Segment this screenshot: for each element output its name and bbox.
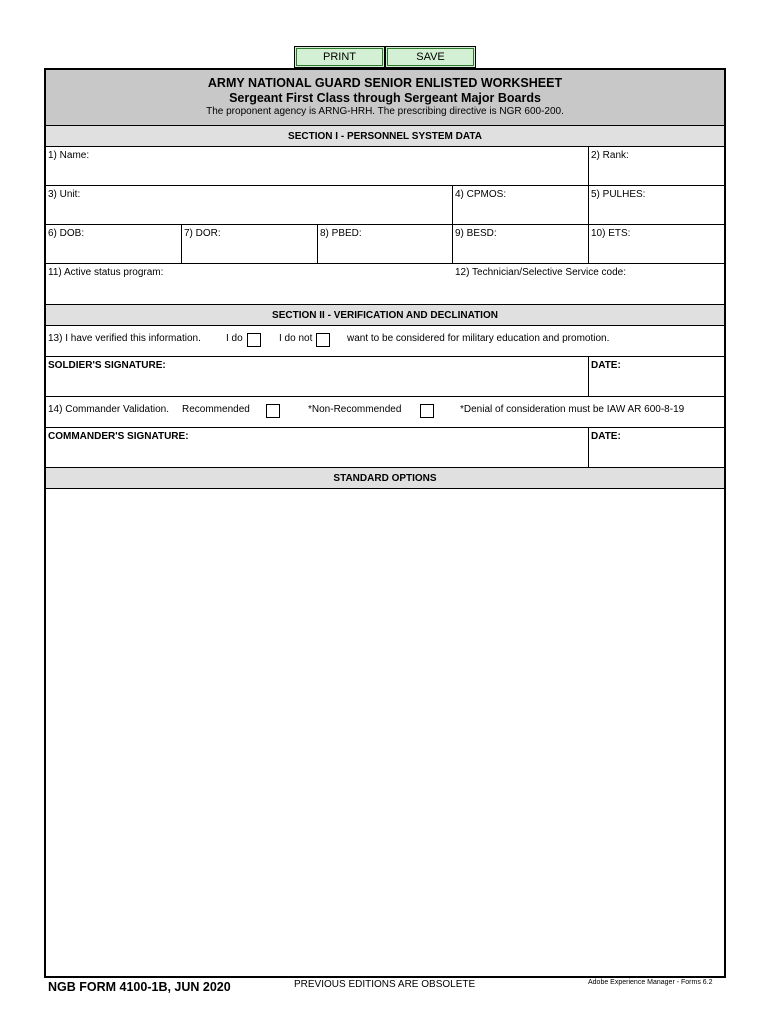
- verified-label: 13) I have verified this information.: [48, 333, 201, 344]
- dor-field[interactable]: [181, 225, 317, 263]
- soldier-signature-label: SOLDIER'S SIGNATURE:: [48, 360, 166, 371]
- non-recommended-label: *Non-Recommended: [308, 404, 402, 415]
- name-label: 1) Name:: [48, 150, 90, 161]
- recommended-label: Recommended: [182, 404, 250, 415]
- soldier-signature-field[interactable]: [46, 357, 588, 396]
- commander-signature-label: COMMANDER'S SIGNATURE:: [48, 431, 189, 442]
- form-id: NGB FORM 4100-1B, JUN 2020: [48, 980, 231, 994]
- soldier-date-label: DATE:: [591, 360, 621, 371]
- row-verification: [46, 326, 724, 357]
- unit-field[interactable]: [46, 186, 452, 224]
- print-button[interactable]: [294, 46, 385, 68]
- besd-field[interactable]: [452, 225, 588, 263]
- print-label: PRINT: [296, 48, 383, 66]
- commander-date-label: DATE:: [591, 431, 621, 442]
- pbed-field[interactable]: [317, 225, 452, 263]
- dob-field[interactable]: [46, 225, 181, 263]
- row-soldier-signature: [46, 357, 724, 397]
- denial-note: *Denial of consideration must be IAW AR 600-8-19: [460, 404, 685, 415]
- active-status-label: 11) Active status program:: [48, 267, 164, 278]
- standard-options-header: STANDARD OPTIONS: [46, 467, 724, 489]
- name-field[interactable]: [46, 147, 588, 185]
- rank-label: 2) Rank:: [591, 150, 629, 161]
- i-do-label: I do: [226, 333, 243, 344]
- worksheet-form: [44, 68, 726, 978]
- i-do-not-label: I do not: [279, 333, 313, 344]
- commander-signature-field[interactable]: [46, 428, 588, 467]
- save-button[interactable]: [385, 46, 476, 68]
- besd-label: 9) BESD:: [455, 228, 497, 239]
- row-dates: [46, 225, 724, 264]
- standard-options-area[interactable]: [46, 489, 724, 976]
- obsolete-notice: PREVIOUS EDITIONS ARE OBSOLETE: [294, 979, 476, 990]
- form-subtitle: Sergeant First Class through Sergeant Major Boards: [229, 91, 541, 105]
- cmd-validation-label: 14) Commander Validation.: [48, 404, 169, 415]
- software-notice: Adobe Experience Manager - Forms 6.2: [588, 979, 713, 986]
- cpmos-label: 4) CPMOS:: [455, 189, 507, 200]
- pulhes-field[interactable]: [588, 186, 724, 224]
- rank-field[interactable]: [588, 147, 724, 185]
- row-name-rank: [46, 147, 724, 186]
- ets-field[interactable]: [588, 225, 724, 263]
- row-status: [46, 264, 724, 303]
- ets-label: 10) ETS:: [591, 228, 631, 239]
- row-commander-signature: [46, 428, 724, 467]
- non-recommended-checkbox[interactable]: [420, 404, 434, 418]
- recommended-checkbox[interactable]: [266, 404, 280, 418]
- section-1-header: SECTION I - PERSONNEL SYSTEM DATA: [46, 125, 724, 147]
- i-do-checkbox[interactable]: [247, 333, 261, 347]
- form-title: ARMY NATIONAL GUARD SENIOR ENLISTED WORKSHEET: [207, 76, 563, 90]
- pbed-label: 8) PBED:: [320, 228, 362, 239]
- soldier-date-field[interactable]: [588, 357, 724, 396]
- dor-label: 7) DOR:: [184, 228, 221, 239]
- active-status-field[interactable]: [46, 264, 452, 303]
- technician-label: 12) Technician/Selective Service code:: [455, 267, 627, 278]
- want-label: want to be considered for military education and promotion.: [347, 333, 610, 344]
- form-header: [46, 70, 724, 126]
- pulhes-label: 5) PULHES:: [591, 189, 646, 200]
- section-2-header: SECTION II - VERIFICATION AND DECLINATION: [46, 304, 724, 326]
- technician-field[interactable]: [453, 264, 724, 303]
- cpmos-field[interactable]: [452, 186, 588, 224]
- form-note: The proponent agency is ARNG-HRH. The prescribing directive is NGR 600-200.: [206, 106, 564, 117]
- row-commander-validation: [46, 397, 724, 428]
- dob-label: 6) DOB:: [48, 228, 85, 239]
- row-unit: [46, 186, 724, 225]
- i-do-not-checkbox[interactable]: [316, 333, 330, 347]
- unit-label: 3) Unit:: [48, 189, 81, 200]
- commander-date-field[interactable]: [588, 428, 724, 467]
- save-label: SAVE: [387, 48, 474, 66]
